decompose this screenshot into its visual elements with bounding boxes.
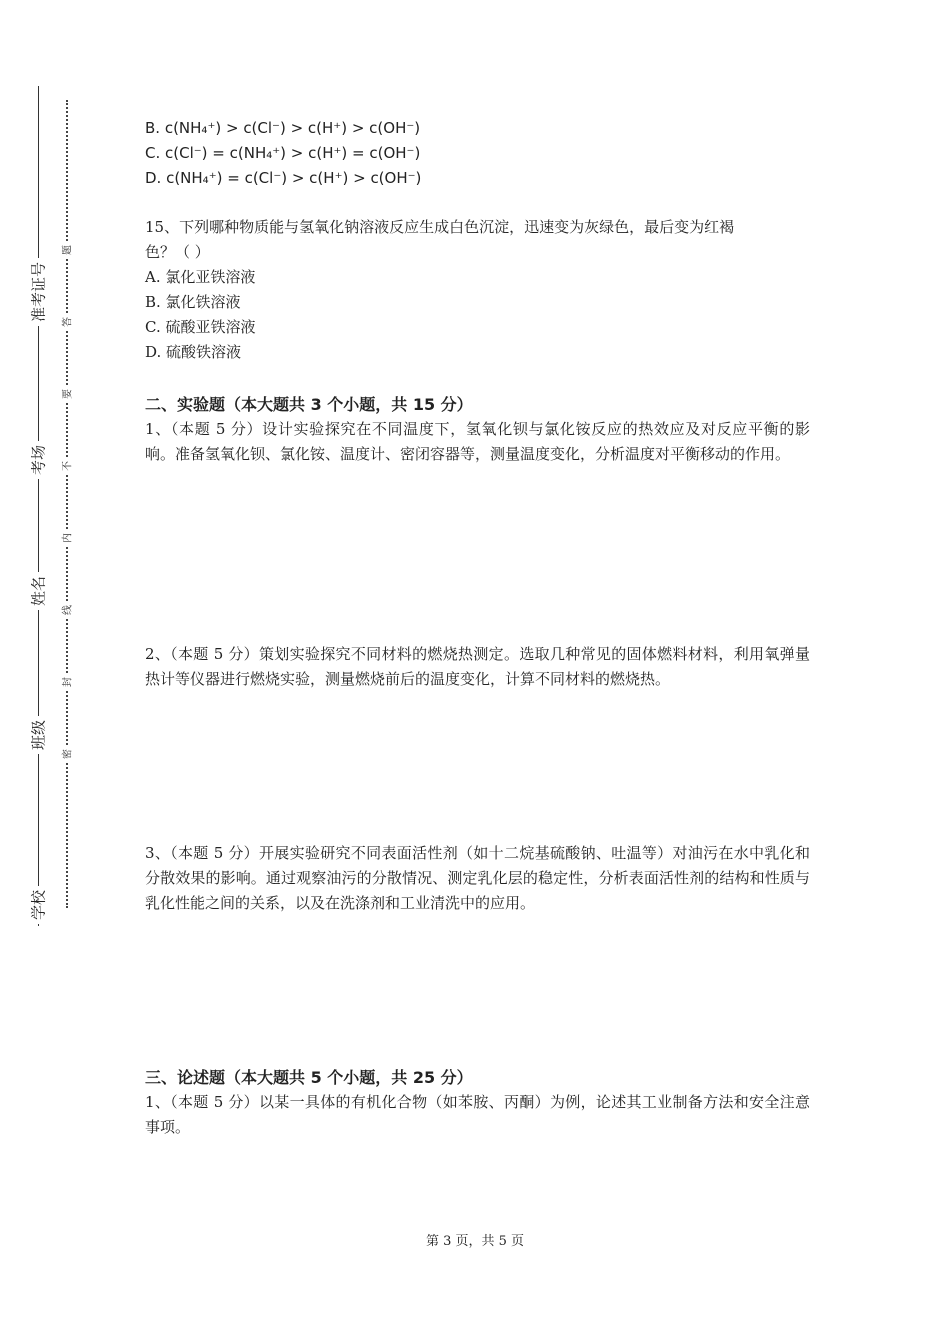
seal-char: 不 [59,458,74,474]
seal-char: 要 [59,386,74,402]
seal-char: 内 [59,530,74,546]
label-exam-number: 准考证号 [28,258,49,326]
section2-question-2-block [145,642,810,692]
label-class: 班级 [28,716,49,754]
section-experiment [145,392,810,467]
q15-stem-line1: 15、下列哪种物质能与氢氧化钠溶液反应生成白色沉淀，迅速变为灰绿色，最后变为红褐 [145,218,735,236]
question-list [145,116,810,365]
question-15 [145,215,810,365]
section2-question-3: 3、（本题 5 分）开展实验研究不同表面活性剂（如十二烷基硫酸钠、吐温等）对油污在水中乳化和分散效果的影响。通过观察油污的分散情况、测定乳化层的稳定性，分析表面活性剂的结构和性质与乳化性能之间的关系，以及在洗涤剂和工业清洗中的应用。 [145,844,810,912]
binding-dotted-line [66,100,68,908]
section2-title: 二、实验题（本大题共 3 个小题，共 15 分） [145,395,473,414]
q14-option-c: C. c(Cl⁻) = c(NH₄⁺) > c(H⁺) = c(OH⁻) [145,144,421,162]
section2-question-1: 1、（本题 5 分）设计实验探究在不同温度下，氢氧化钡与氯化铵反应的热效应及对反应平衡的影响。准备氢氧化钡、氯化铵、温度计、密闭容器等，测量温度变化，分析温度对平衡移动的作用。 [145,420,810,463]
page-number: 第 3 页，共 5 页 [425,1234,525,1249]
q15-option-a: A. 氯化亚铁溶液 [145,268,256,286]
q15-option-b: B. 氯化铁溶液 [145,293,241,311]
seal-char: 密 [59,746,74,762]
label-school: 学校 [28,886,49,924]
section3-question-1: 1、（本题 5 分）以某一具体的有机化合物（如苯胺、丙酮）为例，论述其工业制备方法和安全注意事项。 [145,1093,810,1136]
q14-option-d: D. c(NH₄⁺) = c(Cl⁻) > c(H⁺) > c(OH⁻) [145,169,422,187]
q15-option-d: D. 硫酸铁溶液 [145,343,242,361]
section3-title: 三、论述题（本大题共 5 个小题，共 25 分） [145,1068,473,1087]
q14-option-b: B. c(NH₄⁺) > c(Cl⁻) > c(H⁺) > c(OH⁻) [145,119,421,137]
binding-solid-line [38,86,39,926]
seal-char: 题 [59,242,74,258]
label-exam-room: 考场 [28,441,49,479]
q15-option-c: C. 硫酸亚铁溶液 [145,318,256,336]
section2-question-3-block [145,841,810,916]
label-name: 姓名 [28,572,49,610]
q15-stem-line2: 色？（ ） [145,243,210,261]
section2-question-2: 2、（本题 5 分）策划实验探究不同材料的燃烧热测定。选取几种常见的固体燃料材料，利用氧弹量热计等仪器进行燃烧实验，测量燃烧前后的温度变化，计算不同材料的燃烧热。 [145,645,810,688]
seal-char: 封 [59,674,74,690]
seal-char: 线 [59,602,74,618]
section-discussion [145,1065,810,1140]
seal-char: 答 [59,314,74,330]
